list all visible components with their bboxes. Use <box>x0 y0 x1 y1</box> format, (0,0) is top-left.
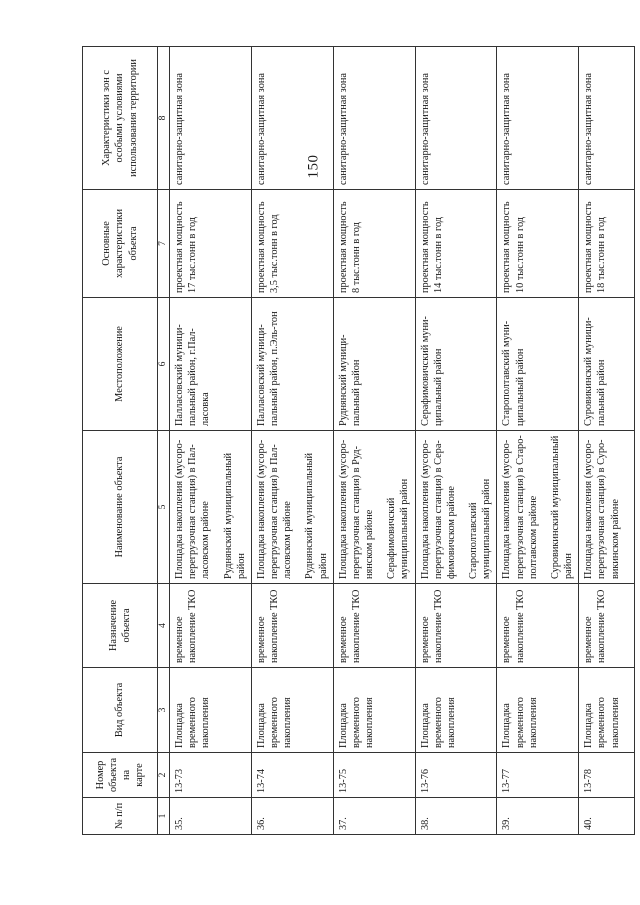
header-cell: № п/п <box>83 798 158 835</box>
map-number: 13-73 <box>170 753 252 798</box>
header-cell: Назначение объекта <box>83 584 158 668</box>
object-characteristics: проектная мощность 17 тыс.тонн в год <box>170 190 252 298</box>
object-name: Площадка накопления (мусоро-перегрузочная станция) в Пал-ласовском районе <box>255 439 294 579</box>
object-location: Руднянский муници-пальный район <box>333 298 415 431</box>
district-subheading: Руднянский муниципальный район <box>304 452 329 579</box>
column-number: 2 <box>158 753 170 798</box>
column-number-row <box>158 47 170 835</box>
object-location: Старополтавский муни-ципальный район <box>497 298 579 431</box>
object-name-cell <box>333 431 415 584</box>
zone-characteristics: санитарно-защитная зона <box>170 47 252 190</box>
header-cell: Основные характеристики объекта <box>83 190 158 298</box>
row-number: 36. <box>251 798 333 835</box>
district-subheading: Суровикинский муниципальный район <box>549 435 575 579</box>
object-location: Палласовский муници-пальный район, г.Пал-ласовка <box>170 298 252 431</box>
district-subheading: Руднянский муниципальный район <box>222 452 247 579</box>
object-characteristics: проектная мощность 18 тыс.тонн в год <box>579 190 635 298</box>
table-row <box>497 47 579 835</box>
object-characteristics: проектная мощность 10 тыс.тонн в год <box>497 190 579 298</box>
column-number: 4 <box>158 584 170 668</box>
header-cell: Наименование объекта <box>83 431 158 584</box>
map-number: 13-76 <box>415 753 497 798</box>
page-number: 150 <box>305 154 322 179</box>
object-location: Суровикинский муници-пальный район <box>579 298 635 431</box>
map-number: 13-74 <box>251 753 333 798</box>
row-number: 38. <box>415 798 497 835</box>
object-location: Серафимовичский муни-ципальный район <box>415 298 497 431</box>
row-number: 35. <box>170 798 252 835</box>
object-purpose: временное накопление ТКО <box>170 584 252 668</box>
object-name-cell <box>497 431 579 584</box>
object-name: Площадка накопления (мусоро-перегрузочная станция) в Старо-полтавском районе <box>501 435 539 579</box>
object-name-cell <box>415 431 497 584</box>
zone-characteristics: санитарно-защитная зона <box>579 47 635 190</box>
column-number: 1 <box>158 798 170 835</box>
table-row <box>415 47 497 835</box>
zone-characteristics: санитарно-защитная зона <box>497 47 579 190</box>
object-purpose: временное накопление ТКО <box>579 584 635 668</box>
object-characteristics: проектная мощность 14 тыс.тонн в год <box>415 190 497 298</box>
zone-characteristics: санитарно-защитная зона <box>333 47 415 190</box>
header-cell: Местоположение <box>83 298 158 431</box>
column-number: 3 <box>158 668 170 753</box>
object-type: Площадка временного накопления <box>251 668 333 753</box>
map-number: 13-75 <box>333 753 415 798</box>
table-row <box>170 47 252 835</box>
object-purpose: временное накопление ТКО <box>415 584 497 668</box>
object-characteristics: проектная мощность 8 тыс.тонн в год <box>333 190 415 298</box>
row-number: 37. <box>333 798 415 835</box>
map-number: 13-78 <box>579 753 635 798</box>
column-number: 5 <box>158 431 170 584</box>
rotated-table-container <box>82 47 621 835</box>
object-purpose: временное накопление ТКО <box>333 584 415 668</box>
row-number: 39. <box>497 798 579 835</box>
map-number: 13-77 <box>497 753 579 798</box>
object-type: Площадка временного накопления <box>497 668 579 753</box>
table-row <box>251 47 333 835</box>
object-name: Площадка накопления (мусоро-перегрузочная станция) в Руд-нянском районе <box>337 439 376 579</box>
object-name: Площадка накопления (мусоро-перегрузочная станция) в Сера-фимовичском районе <box>419 439 457 579</box>
zone-characteristics: санитарно-защитная зона <box>251 47 333 190</box>
object-name-cell <box>170 431 252 584</box>
object-name-cell <box>579 431 635 584</box>
header-cell: Номер объекта на карте <box>83 753 158 798</box>
object-name-cell <box>251 431 333 584</box>
object-type: Площадка временного накопления <box>415 668 497 753</box>
column-number: 7 <box>158 190 170 298</box>
object-location: Палласовский муници-пальный район, п.Эль-тон <box>251 298 333 431</box>
object-type: Площадка временного накопления <box>170 668 252 753</box>
object-purpose: временное накопление ТКО <box>497 584 579 668</box>
table-row <box>579 47 635 835</box>
objects-table <box>82 46 635 835</box>
district-subheading: Старополтавский муниципальный район <box>468 478 493 579</box>
object-purpose: временное накопление ТКО <box>251 584 333 668</box>
zone-characteristics: санитарно-защитная зона <box>415 47 497 190</box>
header-cell: Характеристики зон с особыми условиями использования территории <box>83 47 158 190</box>
object-name: Площадка накопления (мусоро-перегрузочная станция) в Пал-ласовском районе <box>174 439 212 579</box>
header-cell: Вид объекта <box>83 668 158 753</box>
row-number: 40. <box>579 798 635 835</box>
table-row <box>333 47 415 835</box>
object-name: Площадка накопления (мусоро-перегрузочная станция) в Суро-викинском районе <box>583 439 621 579</box>
object-type: Площадка временного накопления <box>333 668 415 753</box>
column-number: 6 <box>158 298 170 431</box>
object-characteristics: проектная мощность 3,5 тыс.тонн в год <box>251 190 333 298</box>
object-type: Площадка временного накопления <box>579 668 635 753</box>
header-row <box>83 47 158 835</box>
column-number: 8 <box>158 47 170 190</box>
district-subheading: Серафимовичский муниципальный район <box>386 478 411 579</box>
